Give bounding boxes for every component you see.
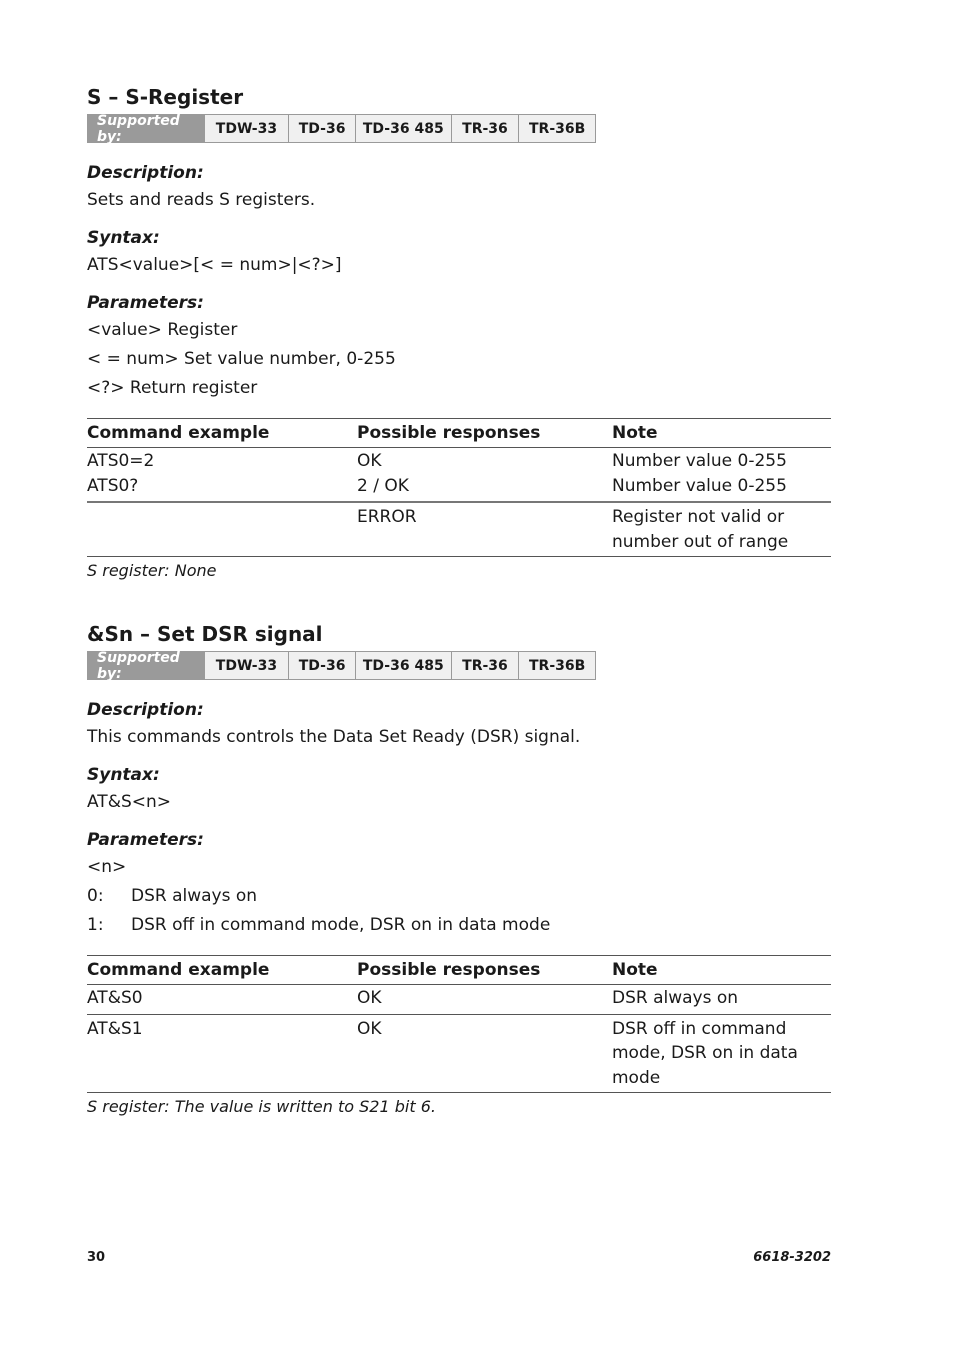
column-header: Note — [612, 956, 831, 985]
parameter-key: 1: — [87, 915, 104, 935]
parameter-line: <?> Return register — [87, 378, 258, 398]
syntax-label: Syntax: — [87, 228, 160, 248]
syntax-label: Syntax: — [87, 765, 160, 785]
model-tr-36b: TR-36B — [518, 115, 595, 142]
column-header: Note — [612, 419, 831, 448]
model-td-36-485: TD-36 485 — [355, 652, 451, 679]
table-cell: ERROR — [357, 502, 612, 557]
description-text: This commands controls the Data Set Ready (DSR) signal. — [87, 727, 581, 747]
model-tr-36: TR-36 — [451, 652, 519, 679]
table-cell: DSR off in command mode, DSR on in data mode — [612, 1014, 831, 1093]
table-cell: Number value 0-255 — [612, 451, 787, 471]
model-tdw-33: TDW-33 — [204, 652, 289, 679]
table-row — [87, 448, 831, 474]
parameters-label: Parameters: — [87, 293, 204, 313]
parameter-desc: DSR off in command mode, DSR on in data mode — [131, 915, 551, 935]
table-row — [87, 1014, 831, 1093]
model-td-36-485: TD-36 485 — [355, 115, 451, 142]
command-table — [87, 955, 831, 1093]
section-set-dsr-signal — [87, 621, 831, 1119]
table-cell — [87, 502, 357, 557]
supported-by-bar — [87, 651, 596, 680]
table-cell: AT&S0 — [87, 985, 357, 1015]
supported-by-label: Supported by: — [88, 115, 204, 142]
column-header: Possible responses — [357, 419, 612, 448]
table-cell: OK — [357, 451, 382, 471]
parameter-key: 0: — [87, 886, 104, 906]
table-cell: OK — [357, 1014, 612, 1093]
table-row — [87, 502, 831, 557]
column-header: Command example — [87, 956, 357, 985]
supported-by-label: Supported by: — [88, 652, 204, 679]
page-number: 30 — [87, 1250, 106, 1265]
table-cell: ATS0=2 — [87, 451, 155, 471]
table-cell: DSR always on — [612, 985, 831, 1015]
section-title: &Sn – Set DSR signal — [87, 622, 323, 646]
parameters-label: Parameters: — [87, 830, 204, 850]
model-tr-36: TR-36 — [451, 115, 519, 142]
model-tr-36b: TR-36B — [518, 652, 595, 679]
section-s-register — [87, 84, 831, 583]
model-td-36: TD-36 — [288, 652, 355, 679]
table-cell: ATS0? — [87, 474, 357, 503]
syntax-text: ATS<value>[< = num>|<?>] — [87, 255, 342, 275]
parameter-value-row — [87, 882, 831, 911]
description-label: Description: — [87, 163, 204, 183]
column-header: Possible responses — [357, 956, 612, 985]
table-cell: OK — [357, 985, 612, 1015]
document-number: 6618-3202 — [753, 1250, 831, 1265]
command-table — [87, 418, 831, 557]
table-cell: Register not valid or number out of range — [612, 502, 831, 557]
parameter-line: < = num> Set value number, 0-255 — [87, 349, 396, 369]
table-row — [87, 474, 831, 503]
syntax-text: AT&S<n> — [87, 792, 172, 812]
table-cell: AT&S1 — [87, 1014, 357, 1093]
model-td-36: TD-36 — [288, 115, 355, 142]
section-title: S – S-Register — [87, 85, 244, 109]
page-footer — [87, 1250, 831, 1265]
description-label: Description: — [87, 700, 204, 720]
parameter-line: <value> Register — [87, 320, 238, 340]
s-register-note: S register: The value is written to S21 bit 6. — [87, 1097, 436, 1116]
supported-by-bar — [87, 114, 596, 143]
parameter-desc: DSR always on — [131, 886, 258, 906]
table-cell: Number value 0-255 — [612, 474, 831, 503]
description-text: Sets and reads S registers. — [87, 190, 316, 210]
parameter-head: <n> — [87, 857, 127, 877]
model-tdw-33: TDW-33 — [204, 115, 289, 142]
s-register-note: S register: None — [87, 561, 217, 580]
column-header: Command example — [87, 419, 357, 448]
table-cell: 2 / OK — [357, 474, 612, 503]
table-row — [87, 985, 831, 1015]
parameter-value-row — [87, 911, 831, 940]
